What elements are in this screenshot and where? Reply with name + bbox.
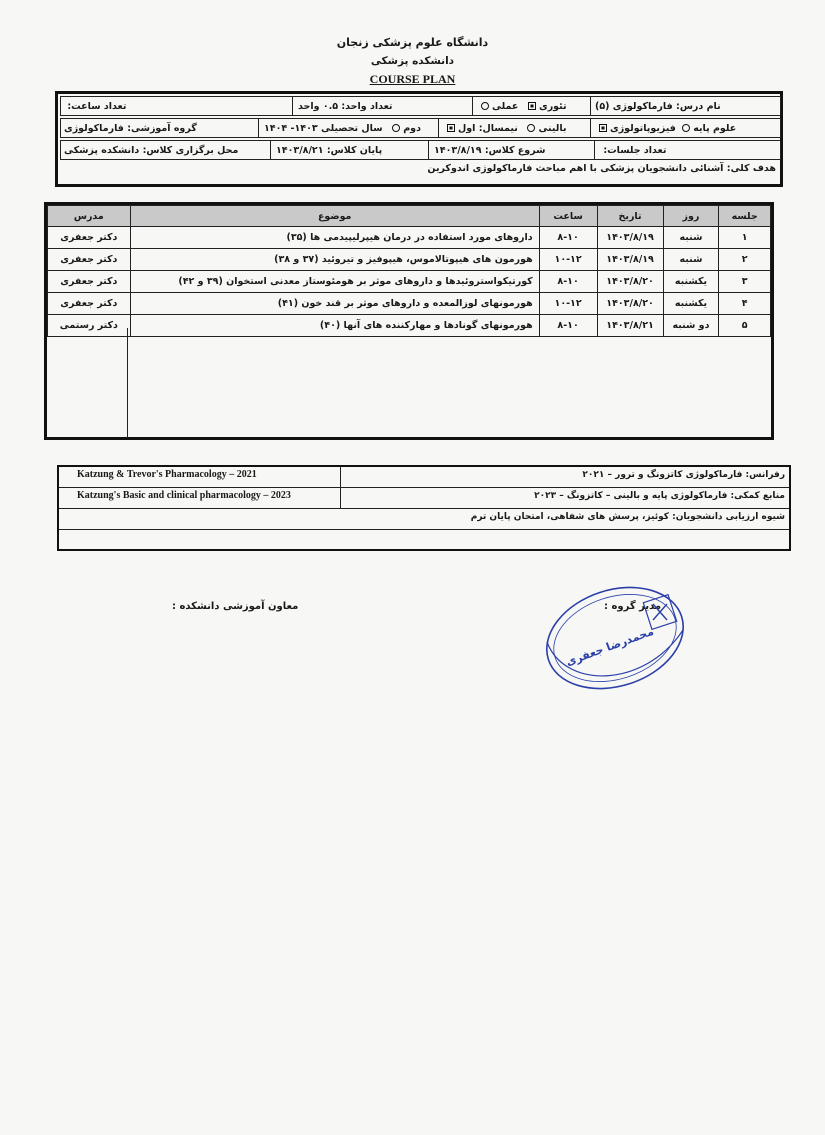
main-reference-en: Katzung & Trevor's Pharmacology – 2021: [59, 467, 341, 487]
end-date: ۱۴۰۳/۸/۲۱: [276, 144, 324, 156]
assessment-row: [59, 509, 789, 530]
col-instructor: مدرس: [48, 206, 131, 227]
goal-line: هدف کلی: آشنائی دانشجویان پزشکی با اهم مباحث فارماکولوژی اندوکرین: [427, 163, 776, 174]
year-cell: دوم سال تحصیلی ۱۴۰۳- ۱۴۰۴: [258, 119, 438, 137]
hours-cell: تعداد ساعت:: [67, 100, 127, 112]
course-name: فارماکولوژی (۵): [595, 100, 673, 112]
date: ۱۴۰۳/۸/۱۹: [597, 249, 663, 271]
topic: کورتیکواستروئیدها و داروهای موثر بر هومئوستاز معدنی استخوان (۳۹ و ۴۲): [130, 271, 539, 293]
day: شنبه: [663, 249, 719, 271]
table-row: [48, 271, 771, 293]
schedule-table-box: [44, 202, 774, 440]
semester-cell: بالینی نیمسال: اول: [438, 119, 590, 137]
session-num: ۲: [719, 249, 771, 271]
department-cell: گروه آموزشی: فارماکولوژی: [64, 122, 197, 134]
table-row: [48, 227, 771, 249]
col-time: ساعت: [539, 206, 597, 227]
start-cell: شروع کلاس: ۱۴۰۳/۸/۱۹: [428, 141, 594, 159]
assessment-method: شیوه ارزیابی دانشجویان: کوئیز، پرسش های شفاهی، امتحان پایان ترم: [470, 512, 785, 522]
aux-reference-fa: منابع کمکی: فارماکولوژی پایه و بالینی – کاتزونگ – ۲۰۲۳: [534, 491, 785, 501]
practical-radio[interactable]: [481, 102, 489, 110]
day: یکشنبه: [663, 271, 719, 293]
table-row: [48, 315, 771, 337]
time: ۸-۱۰: [539, 227, 597, 249]
first-semester-checkbox[interactable]: [447, 124, 455, 132]
physiopathology-checkbox[interactable]: [599, 124, 607, 132]
instructor: دکتر جعفری: [48, 271, 131, 293]
col-day: روز: [663, 206, 719, 227]
venue-cell: محل برگزاری کلاس: دانشکده پزشکی: [64, 144, 239, 156]
session-num: ۴: [719, 293, 771, 315]
day: یکشنبه: [663, 293, 719, 315]
time: ۸-۱۰: [539, 271, 597, 293]
instructor: دکتر رستمی: [48, 315, 131, 337]
time: ۱۰-۱۲: [539, 249, 597, 271]
stamp-text: محمدرضا جعفری: [564, 624, 656, 669]
signature-stamp: [535, 570, 695, 710]
table-row: [48, 249, 771, 271]
date: ۱۴۰۳/۸/۲۰: [597, 293, 663, 315]
time: ۱۰-۱۲: [539, 293, 597, 315]
col-date: تاریخ: [597, 206, 663, 227]
day: شنبه: [663, 227, 719, 249]
session-num: ۱: [719, 227, 771, 249]
date: ۱۴۰۳/۸/۲۱: [597, 315, 663, 337]
info-row-2: [60, 118, 781, 138]
sessions-cell: تعداد جلسات:: [594, 141, 780, 159]
info-row-1: [60, 96, 781, 116]
units-value: ۰.۵ واحد: [298, 100, 339, 112]
department-value: فارماکولوژی: [64, 122, 124, 134]
main-reference-row: [59, 467, 789, 488]
topic: هورمونهای گونادها و مهارکننده های آنها (۴۰): [130, 315, 539, 337]
aux-reference-en: Katzung's Basic and clinical pharmacology – 2023: [59, 488, 341, 508]
info-row-3: [60, 140, 781, 160]
schedule-table: [47, 205, 771, 337]
schedule-header-row: [48, 206, 771, 227]
theory-checkbox[interactable]: [528, 102, 536, 110]
aux-reference-row: [59, 488, 789, 509]
topic: هورمونهای لوزالمعده و داروهای موثر بر قند خون (۴۱): [130, 293, 539, 315]
empty-column-divider: [127, 328, 129, 438]
session-num: ۵: [719, 315, 771, 337]
dept-head-label: مدیر گروه :: [604, 601, 662, 612]
venue-value: دانشکده پزشکی: [64, 144, 140, 156]
topic: هورمون های هیپوتالاموس، هیپوفیز و تیروئید (۳۷ و ۳۸): [130, 249, 539, 271]
main-reference-fa: رفرانس: فارماکولوژی کاتزونگ و ترور – ۲۰۲۱: [582, 470, 785, 480]
references-box: [57, 465, 791, 551]
page-title: COURSE PLAN: [369, 72, 456, 86]
category-cell: علوم پایه فیزیوپاتولوژی: [590, 119, 780, 137]
units-cell: تعداد واحد: ۰.۵ واحد: [292, 97, 472, 115]
col-session: جلسه: [719, 206, 771, 227]
table-row: [48, 293, 771, 315]
date: ۱۴۰۳/۸/۱۹: [597, 227, 663, 249]
vice-dean-label: معاون آموزشی دانشکده :: [172, 601, 299, 612]
topic: داروهای مورد استفاده در درمان هیپرلیپیدمی ها (۳۵): [130, 227, 539, 249]
start-date: ۱۴۰۳/۸/۱۹: [434, 144, 482, 156]
course-type-cell: تئوری عملی: [472, 97, 590, 115]
date: ۱۴۰۳/۸/۲۰: [597, 271, 663, 293]
course-info-box: [55, 91, 783, 187]
clinical-radio[interactable]: [527, 124, 535, 132]
faculty-name: دانشکده پزشکی: [370, 55, 455, 67]
instructor: دکتر جعفری: [48, 249, 131, 271]
university-name: دانشگاه علوم پزشکی زنجان: [336, 36, 489, 49]
basic-sciences-radio[interactable]: [682, 124, 690, 132]
second-semester-radio[interactable]: [392, 124, 400, 132]
course-name-cell: نام درس: فارماکولوژی (۵): [595, 100, 721, 112]
day: دو شنبه: [663, 315, 719, 337]
session-num: ۳: [719, 271, 771, 293]
academic-year: ۱۴۰۳- ۱۴۰۴: [264, 122, 318, 134]
end-cell: پایان کلاس: ۱۴۰۳/۸/۲۱: [270, 141, 428, 159]
instructor: دکتر جعفری: [48, 227, 131, 249]
instructor: دکتر جعفری: [48, 293, 131, 315]
time: ۸-۱۰: [539, 315, 597, 337]
goal-value: آشنائی دانشجویان پزشکی با اهم مباحث فارماکولوژی اندوکرین: [427, 163, 724, 174]
col-topic: موضوع: [130, 206, 539, 227]
